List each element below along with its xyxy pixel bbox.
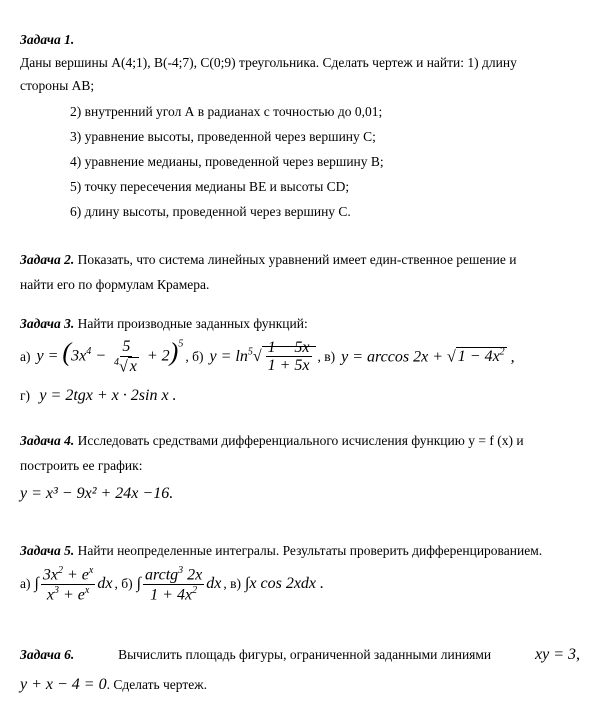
task6-line1: Вычислить площадь фигуры, ограниченной заданными линиями <box>118 647 492 662</box>
task5-line1-wrap <box>20 543 542 559</box>
task6-tail: . Сделать чертеж. <box>106 677 207 692</box>
task3-formula-a: $y = (3x^4$ − $\frac{5}{^4√ x}$ + 2)$^5$ <box>36 337 184 375</box>
task3-title: Задача 3. <box>20 316 75 331</box>
task3-label-g: г) <box>20 388 31 403</box>
task1-item: 3) уравнение высоты, проведенной через вершину С; <box>70 129 376 144</box>
task4-title: Задача 4. <box>20 433 75 448</box>
task4-line1: Исследовать средствами дифференциального исчисления функцию y = f (x) и <box>77 433 524 448</box>
task3-label-b: , б) <box>185 348 204 364</box>
task3-formula-g: y = 2tgx + x · 2sin x . <box>39 387 177 404</box>
task2-line1-wrap <box>20 252 516 268</box>
task5-label-a: а) <box>20 576 31 592</box>
task5-label-b: , б) <box>114 576 133 592</box>
task2-line1: Показать, что система линейных уравнений имеет един-ственное решение и <box>77 252 517 267</box>
task5-label-v: , в) <box>223 576 242 592</box>
task5-title: Задача 5. <box>20 543 75 558</box>
task2-title: Задача 2. <box>20 252 75 267</box>
task3-formulas-row1 <box>20 338 515 376</box>
task1-item: 2) внутренний угол А в радианах с точностью до 0,01; <box>70 104 383 119</box>
task4-line1-wrap <box>20 433 524 449</box>
task4-line2: построить ее график: <box>20 458 143 473</box>
task1-item: 6) длину высоты, проведенной через вершину С. <box>70 204 351 219</box>
task2-line2: найти его по формулам Крамера. <box>20 277 210 292</box>
task6-eq1: xy = 3, <box>535 646 580 663</box>
task5-integral-a: ∫ $\frac{3x^2 + e^x}{x^3 + e^x}$ dx <box>34 565 113 604</box>
task5-line1: Найти неопределенные интегралы. Результаты проверить дифференцированием. <box>77 543 543 558</box>
task3-label-v: , в) <box>317 348 336 364</box>
task5-integral-v: ∫x cos 2xdx . <box>245 575 325 593</box>
task1-item: 4) уравнение медианы, проведенной через вершину В; <box>70 154 384 169</box>
task6-line2-wrap <box>20 676 207 694</box>
task1-line2: стороны АВ; <box>20 78 95 93</box>
task5-formulas <box>20 565 324 604</box>
task3-line1-wrap <box>20 316 308 332</box>
task6-line1-wrap <box>20 646 580 664</box>
task6-title: Задача 6. <box>20 647 75 662</box>
task3-formula-b: $y = \ln^5√$ $\frac{1 - 5x}{1 + 5x}$ <box>209 339 315 375</box>
task1-title: Задача 1. <box>20 32 75 47</box>
task6-eq2: y + x − 4 = 0 <box>20 676 107 693</box>
task5-integral-b: ∫ $\frac{arctg^3 2x}{1 + 4x^2}$ dx <box>136 565 222 604</box>
task3-formulas-row2 <box>20 387 177 405</box>
task3-line1: Найти производные заданных функций: <box>77 316 308 331</box>
task3-formula-v: y = arccos 2x + √ $1 - 4x^2$ , <box>341 347 515 366</box>
task3-label-a: а) <box>20 348 31 364</box>
task1-line1: Даны вершины А(4;1), В(-4;7), С(0;9) треугольника. Сделать чертеж и найти: 1) длину <box>20 55 517 70</box>
task4-formula: y = x³ − 9x² + 24x −16. <box>20 485 174 502</box>
task1-item: 5) точку пересечения медианы ВЕ и высоты СD; <box>70 179 350 194</box>
